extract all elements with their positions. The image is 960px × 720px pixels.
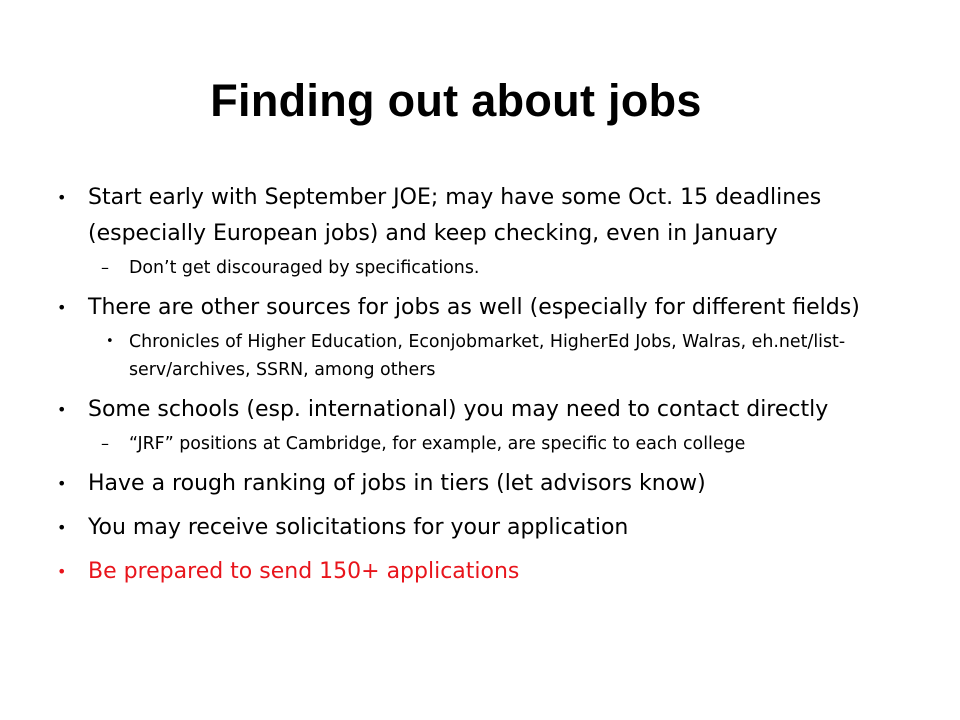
- bullet-other-sources: [52, 290, 912, 326]
- slide-title: Finding out about jobs: [210, 75, 702, 126]
- bullet-text: Some schools (esp. international) you may need to contact directly: [88, 397, 829, 422]
- slide-body: [52, 180, 912, 590]
- bullet-contact-directly: [52, 392, 912, 428]
- subitem-source-list: [52, 328, 912, 384]
- bullet-solicitations: [52, 510, 912, 546]
- bullet-text: You may receive solicitations for your application: [88, 515, 629, 540]
- dash-marker: –: [101, 258, 109, 277]
- subitem-text: “JRF” positions at Cambridge, for example, are specific to each college: [129, 434, 746, 454]
- bullet-ranking: [52, 466, 912, 502]
- subitem-text: Chronicles of Higher Education, Econjobmarket, HigherEd Jobs, Walras, eh.net/list-serv/archives, SSRN, among others: [129, 332, 846, 380]
- bullet-marker: •: [57, 188, 67, 207]
- bullet-marker: •: [57, 562, 67, 581]
- bullet-text: There are other sources for jobs as well (especially for different fields): [88, 295, 860, 320]
- bullet-text: Start early with September JOE; may have some Oct. 15 deadlines (especially European jobs) and keep checking, even in January: [88, 185, 822, 246]
- bullet-marker: •: [57, 298, 67, 317]
- bullet-text: Have a rough ranking of jobs in tiers (let advisors know): [88, 471, 706, 496]
- bullet-start-early: [52, 180, 912, 252]
- bullet-prepared-highlight: [52, 554, 912, 590]
- bullet-marker: •: [57, 400, 67, 419]
- bullet-text: Be prepared to send 150+ applications: [88, 559, 520, 584]
- bullet-marker: •: [57, 474, 67, 493]
- bullet-marker: •: [57, 518, 67, 537]
- subitem-jrf: [52, 430, 912, 458]
- subitem-discouraged: [52, 254, 912, 282]
- bullet-marker: •: [106, 334, 114, 349]
- subitem-text: Don’t get discouraged by specifications.: [129, 258, 480, 278]
- dash-marker: –: [101, 434, 109, 453]
